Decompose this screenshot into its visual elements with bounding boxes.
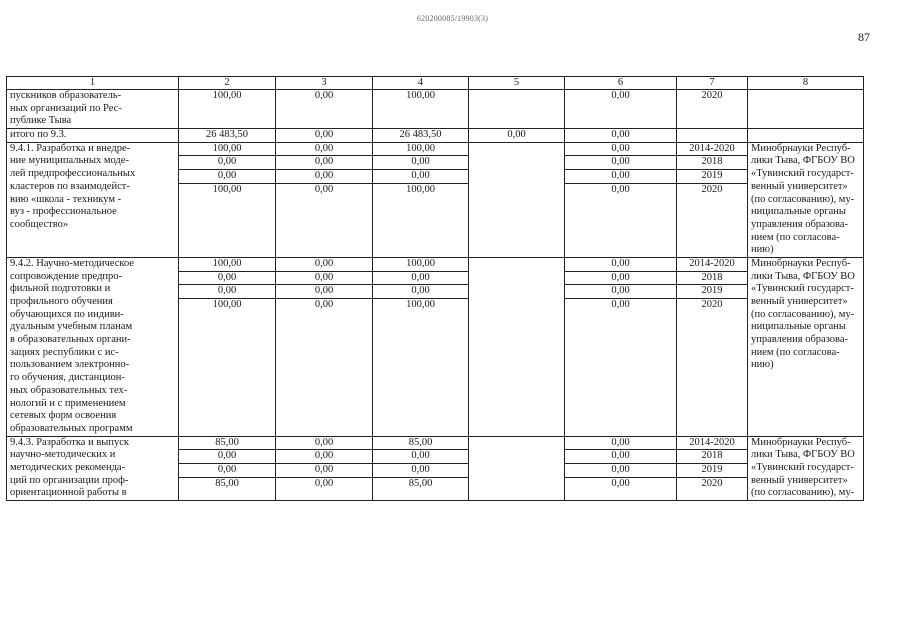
cell-line: 0,00 xyxy=(373,156,468,170)
cell-line: 9.4.2. Научно-методическое xyxy=(10,257,134,269)
cell-line: 0,00 xyxy=(565,272,676,286)
cell-line: 0,00 xyxy=(565,450,676,464)
table-cell xyxy=(469,90,565,129)
cell-line: нием (по согласова- xyxy=(751,231,840,243)
cell-line: управления образова- xyxy=(751,218,849,230)
table-cell xyxy=(677,142,748,257)
cell-line: венный университет» xyxy=(751,180,848,192)
cell-line: нологий и с применением xyxy=(10,397,126,409)
cell-line: 0,00 xyxy=(276,450,372,464)
cell-line: кластеров по взаимодейст- xyxy=(10,180,130,192)
responsible-executor xyxy=(748,436,864,500)
cell-line: ние муниципальных моде- xyxy=(10,155,129,167)
cell-line: го обучения, дистанцион- xyxy=(10,372,125,384)
cell-line: 2014-2020 xyxy=(677,437,747,451)
cell-line: 0,00 xyxy=(314,183,334,195)
cell-line: 0,00 xyxy=(276,437,372,451)
cell-line: 0,00 xyxy=(565,464,676,478)
cell-line: пускников образователь- xyxy=(10,90,122,101)
responsible-executor xyxy=(748,90,864,129)
cell-line: 0,00 xyxy=(373,450,468,464)
cell-line: 2019 xyxy=(677,464,747,478)
cell-line: 0,00 xyxy=(565,437,676,451)
cell-line: 2018 xyxy=(677,272,747,286)
cell-line: 0,00 xyxy=(611,477,630,489)
cell-line: 2018 xyxy=(677,450,747,464)
cell-line: 0,00 xyxy=(179,464,275,478)
cell-line: ных организаций по Рес- xyxy=(10,102,122,114)
table-cell xyxy=(276,257,373,436)
document-code: 620200085/19903(3) xyxy=(416,14,489,23)
cell-line: 0,00 xyxy=(373,285,468,299)
cell-line: 100,00 xyxy=(212,183,242,195)
cell-line: ций по организации проф- xyxy=(10,474,129,486)
cell-line: сетевых форм освоения xyxy=(10,410,117,422)
table-cell xyxy=(565,436,677,500)
table-cell xyxy=(565,257,677,436)
cell-line: 100,00 xyxy=(373,258,468,272)
cell-line: (по согласованию), му- xyxy=(751,193,855,205)
cell-line: (по согласованию), му- xyxy=(751,487,855,499)
cell-line: 2014-2020 xyxy=(677,258,747,272)
cell-line: 0,00 xyxy=(373,170,468,184)
table-cell xyxy=(565,142,677,257)
cell-line: 0,00 xyxy=(565,156,676,170)
cell-line: 0,00 xyxy=(314,477,334,489)
table-cell: 0,00 xyxy=(565,90,677,129)
cell-line: Минобрнауки Респуб- xyxy=(751,257,851,269)
cell-line: управления образова- xyxy=(751,334,849,346)
column-header: 1 xyxy=(7,77,179,90)
cell-line: 0,00 xyxy=(179,272,275,286)
cell-line: 85,00 xyxy=(373,437,468,451)
table-cell xyxy=(179,257,276,436)
responsible-executor xyxy=(748,257,864,436)
cell-line: 0,00 xyxy=(373,464,468,478)
activity-description xyxy=(7,90,179,129)
table-cell xyxy=(373,142,469,257)
column-header: 5 xyxy=(469,77,565,90)
cell-line: 2019 xyxy=(677,285,747,299)
cell-line: 0,00 xyxy=(276,258,372,272)
cell-line: образовательных программ xyxy=(10,422,133,434)
cell-line: 0,00 xyxy=(373,272,468,286)
cell-line: ниципальные органы xyxy=(751,206,846,218)
table-cell: 0,00 xyxy=(276,129,373,143)
activity-row xyxy=(7,142,864,257)
cell-line: 100,00 xyxy=(179,258,275,272)
cell-line: 2020 xyxy=(701,183,723,195)
cell-line: методических рекоменда- xyxy=(10,461,126,473)
cell-line: 0,00 xyxy=(276,143,372,157)
cell-line: лей предпрофессиональных xyxy=(10,168,136,180)
activity-row xyxy=(7,257,864,436)
cell-line: 100,00 xyxy=(212,299,242,311)
table-cell xyxy=(373,436,469,500)
cell-line: обучающихся по индиви- xyxy=(10,308,124,320)
table-row xyxy=(7,90,864,129)
table-cell: 100,00 xyxy=(179,90,276,129)
cell-line: Минобрнауки Респуб- xyxy=(751,142,851,154)
cell-line: 0,00 xyxy=(179,450,275,464)
cell-line: лики Тыва, ФГБОУ ВО xyxy=(751,155,855,167)
cell-line: 100,00 xyxy=(406,183,435,195)
table-cell xyxy=(748,129,864,143)
activity-description xyxy=(7,436,179,500)
cell-line: ниципальные органы xyxy=(751,321,846,333)
cell-line: 0,00 xyxy=(565,258,676,272)
table-cell: 26 483,50 xyxy=(373,129,469,143)
cell-line: 100,00 xyxy=(179,143,275,157)
table-cell: 2020 xyxy=(677,90,748,129)
cell-line: 0,00 xyxy=(276,464,372,478)
cell-line: «Тувинский государст- xyxy=(751,461,854,473)
cell-line: ных образовательных тех- xyxy=(10,384,128,396)
cell-line: вуз - профессиональное xyxy=(10,206,117,218)
cell-line: 0,00 xyxy=(179,170,275,184)
cell-line: лики Тыва, ФГБОУ ВО xyxy=(751,270,855,282)
cell-line: 2019 xyxy=(677,170,747,184)
cell-line: профильного обучения xyxy=(10,296,113,308)
cell-line: в образовательных органи- xyxy=(10,334,131,346)
cell-line: 100,00 xyxy=(373,143,468,157)
table-cell xyxy=(276,142,373,257)
cell-line: 0,00 xyxy=(314,299,334,311)
cell-line: венный университет» xyxy=(751,474,848,486)
table-cell: 100,00 xyxy=(373,90,469,129)
table-cell xyxy=(179,436,276,500)
cell-line: венный университет» xyxy=(751,296,848,308)
cell-line: нием (по согласова- xyxy=(751,346,840,358)
total-row xyxy=(7,129,864,143)
cell-line: 0,00 xyxy=(179,156,275,170)
cell-line: нию) xyxy=(751,359,774,371)
cell-line: 0,00 xyxy=(565,285,676,299)
cell-line: 0,00 xyxy=(179,285,275,299)
cell-line: 2018 xyxy=(677,156,747,170)
cell-line: вию «школа - техникум - xyxy=(10,193,122,205)
cell-line: 0,00 xyxy=(565,143,676,157)
cell-line: 2020 xyxy=(701,299,723,311)
table-cell xyxy=(677,129,748,143)
cell-line: пользованием электронно- xyxy=(10,359,130,371)
cell-line: 100,00 xyxy=(406,299,435,311)
cell-line: научно-методических и xyxy=(10,449,116,461)
column-header: 7 xyxy=(677,77,748,90)
table-cell xyxy=(469,257,565,436)
table-cell xyxy=(469,142,565,257)
responsible-executor xyxy=(748,142,864,257)
cell-line: 0,00 xyxy=(276,170,372,184)
activity-row xyxy=(7,436,864,500)
cell-line: нию) xyxy=(751,244,774,256)
cell-line: 0,00 xyxy=(611,183,630,195)
table-cell: 26 483,50 xyxy=(179,129,276,143)
cell-line: лики Тыва, ФГБОУ ВО xyxy=(751,449,855,461)
total-label: итого по 9.3. xyxy=(7,129,179,143)
cell-line: «Тувинский государст- xyxy=(751,168,854,180)
column-header: 8 xyxy=(748,77,864,90)
cell-line: 85,00 xyxy=(179,437,275,451)
cell-line: 85,00 xyxy=(408,477,433,489)
table-cell xyxy=(373,257,469,436)
cell-line: 2020 xyxy=(701,477,723,489)
cell-line: Минобрнауки Респуб- xyxy=(751,436,851,448)
table-cell: 0,00 xyxy=(469,129,565,143)
cell-line: фильной подготовки и xyxy=(10,283,111,295)
cell-line: 9.4.3. Разработка и выпуск xyxy=(10,436,129,448)
table-cell xyxy=(276,436,373,500)
program-table xyxy=(6,76,864,501)
cell-line: 0,00 xyxy=(276,272,372,286)
cell-line: публике Тыва xyxy=(10,115,72,127)
table-cell xyxy=(179,142,276,257)
cell-line: ориентационной работы в xyxy=(10,487,127,499)
cell-line: (по согласованию), му- xyxy=(751,308,855,320)
column-header: 6 xyxy=(565,77,677,90)
cell-line: 85,00 xyxy=(215,477,239,489)
table-cell xyxy=(677,436,748,500)
cell-line: 0,00 xyxy=(611,299,630,311)
column-header: 4 xyxy=(373,77,469,90)
table-cell: 0,00 xyxy=(565,129,677,143)
cell-line: 2014-2020 xyxy=(677,143,747,157)
cell-line: 0,00 xyxy=(565,170,676,184)
table-cell xyxy=(469,436,565,500)
column-header: 2 xyxy=(179,77,276,90)
column-header: 3 xyxy=(276,77,373,90)
table-header-row xyxy=(7,77,864,90)
cell-line: сопровождение предпро- xyxy=(10,270,123,282)
cell-line: сообщество» xyxy=(10,218,69,230)
activity-description xyxy=(7,257,179,436)
table-cell: 0,00 xyxy=(276,90,373,129)
page-number: 87 xyxy=(858,30,870,44)
cell-line: зациях республики с ис- xyxy=(10,346,119,358)
cell-line: «Тувинский государст- xyxy=(751,283,854,295)
cell-line: дуальным учебным планам xyxy=(10,321,133,333)
table-cell xyxy=(677,257,748,436)
cell-line: 9.4.1. Разработка и внедре- xyxy=(10,142,131,154)
cell-line: 0,00 xyxy=(276,156,372,170)
cell-line: 0,00 xyxy=(276,285,372,299)
activity-description xyxy=(7,142,179,257)
